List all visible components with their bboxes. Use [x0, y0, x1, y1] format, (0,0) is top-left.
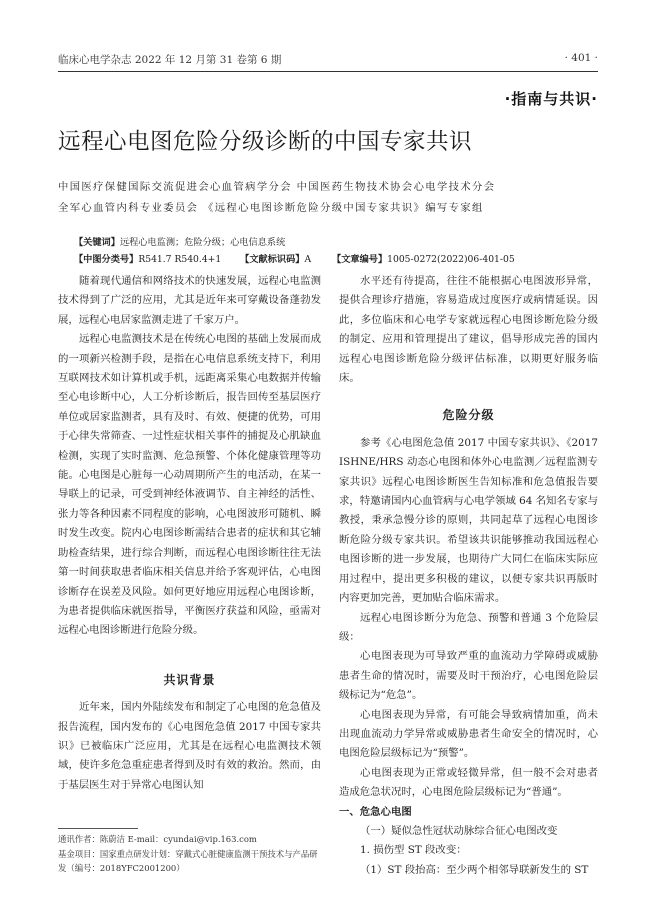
footnote-funding: 基金项目：国家重点研发计划：穿戴式心脏健康监测干预技术与产品研发（编号：2018YFC2001200）: [58, 849, 318, 873]
paragraph: 心电图表现为异常，有可能会导致病情加重，尚未出现血流动力学异常或威胁患者生命安全的情况时，心电图危险层级标记为“预警”。: [339, 708, 598, 760]
paragraph: 远程心电监测技术是在传统心电图的基础上发展而成的一项新兴检测手段，是指在心电信息系统支持下，利用互联网技术如计算机或手机，远距离采集心电数据并传输至心电诊断中心，人工分析诊断后，报告回传至基层医疗单位或居家监测者，具有及时、有效、便捷的优势，可用于心律失常筛查、一过性症状相关事件的捕捉及心肌缺血检测，实现了实时监测、危急预警、个体化健康管理等功能。心电图是心脏每一心动周期所产生的电活动，在某一导联上的记录，可受到神经体液调节、自主神经的活性、张力等各种因素不同程度的影响，心电图波形可随机、瞬时发生改变。院内心电图诊断需结合患者的症状和其它辅助检查结果，进行综合判断，而远程心电图诊断往往无法第一时间获取患者临床相关信息并给予客观评估，心电图诊断存在误差及风险。如何更好地应用远程心电图诊断，为患者提供临床就医指导，平衡医疗获益和风险，亟需对远程心电图诊断进行危险分级。: [58, 333, 321, 637]
clc-value: R541.7 R540.4+1: [138, 254, 222, 265]
paragraph: 远程心电图诊断分为危急、预警和普通 3 个危险层级：: [339, 611, 598, 643]
author-line-2: 全军心血管内科专业委员会 《远程心电图诊断危险分级中国专家共识》编写专家组: [58, 202, 484, 214]
keywords-line: [74, 234, 285, 248]
classification-line: [74, 251, 515, 265]
subheading-st: 1. 损伤型 ST 段改变：: [360, 844, 467, 857]
section-badge: ·指南与共识·: [504, 90, 598, 108]
paragraph: 近年来，国内外陆续发布和制定了心电图的危急值及报告流程，国内发布的《心电图危急值 2017 中国专家共识》已被临床广泛应用，尤其是在远程心电监测技术领域，使许多危急重症患者得到及时有效的救治。然而，由于基层医生对于异常心电图认知: [58, 701, 321, 791]
paper-title: 远程心电图危险分级诊断的中国专家共识: [58, 129, 473, 155]
page-number: · 401 ·: [564, 52, 598, 64]
header-rule: [58, 71, 598, 72]
article-no-label: 【文章编号】: [332, 254, 388, 265]
paragraph: 心电图表现为正常或轻微异常，但一般不会对患者造成危急状况时，心电图危险层级标记为“普通”。: [339, 766, 598, 799]
subheading-critical-ecg: 一、危急心电图: [339, 805, 412, 818]
doc-code-value: A: [304, 254, 312, 265]
paragraph: 水平还有待提高，往往不能根据心电图波形异常，提供合理诊疗措施，容易造成过度医疗或病情延误。因此，多位临床和心电学专家就远程心电图诊断危险分级的制定、应用和管理提出了建议，倡导形成完善的国内远程心电图诊断危险分级评估标准，以期更好服务临床。: [339, 275, 598, 385]
left-column: [58, 272, 321, 795]
paragraph: 参考《心电图危急值 2017 中国专家共识》、《2017 ISHNE/HRS 动态心电图和体外心电监测／远程监测专家共识》远程心电图诊断医生告知标准和危急值报告要求，特邀请国内心血管病与心电学领域 64 名知名专家与教授，秉承急慢分诊的原则，共同起草了远程心电图诊断危险分级专家共识。希望该共识能够推动我国远程心电图诊断的进一步发展，也期待广大同仁在临床实际应用过程中，提出更多积极的建议，以便专家共识再版时内容更加完善，更加贴合临床需求。: [339, 436, 598, 605]
keywords-label: 【关键词】: [74, 237, 120, 248]
section-heading-background: 共识背景: [163, 672, 216, 687]
paragraph: 随着现代通信和网络技术的快速发展，远程心电监测技术得到了广泛的应用，尤其是近年来可穿戴设备蓬勃发展，远程心电居家监测走进了千家万户。: [58, 275, 321, 326]
article-no-value: 1005-0272(2022)06-401-05: [387, 254, 515, 265]
paragraph: 心电图表现为可导致严重的血流动力学障碍或威胁患者生命的情况时，需要及时干预治疗，心电图危险层级标记为“危急”。: [339, 650, 598, 702]
right-column: [339, 272, 598, 880]
paragraph: （1）ST 段抬高：至少两个相邻导联新发生的 ST: [360, 863, 589, 876]
footnote-rule: [58, 828, 138, 829]
journal-header: 临床心电学杂志 2022 年 12 月第 31 卷第 6 期: [58, 54, 282, 66]
author-line-1: 中国医疗保健国际交流促进会心血管病学分会 中国医药生物技术协会心电学技术分会: [58, 181, 496, 193]
section-heading-risk: 危险分级: [442, 408, 495, 423]
subheading-acs: （一）疑似急性冠状动脉综合征心电图改变: [360, 824, 558, 837]
clc-label: 【中图分类号】: [74, 254, 139, 265]
doc-code-label: 【文献标识码】: [240, 254, 305, 265]
keywords: 远程心电监测；危险分级；心电信息系统: [119, 237, 286, 248]
footnote-corresponding: 通讯作者：陈蔚洁 E-mail：cyundai@vip.163.com: [58, 834, 257, 844]
